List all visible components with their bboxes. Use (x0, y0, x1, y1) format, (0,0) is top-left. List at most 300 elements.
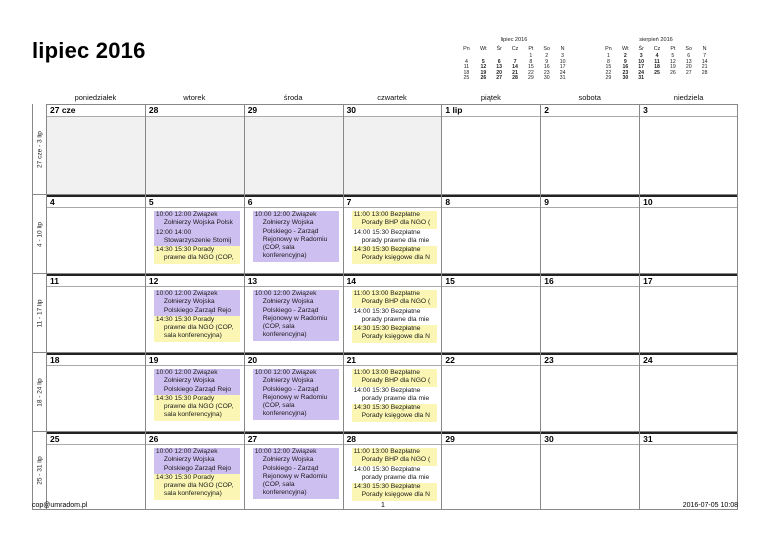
mini-calendar-title: lipiec 2016 (500, 37, 528, 43)
day-number: 21 (344, 353, 442, 366)
calendar-event[interactable] (352, 290, 438, 308)
mini-day[interactable]: 25 (654, 69, 660, 76)
day-body (146, 287, 244, 352)
mini-calendar-grid (600, 46, 712, 82)
event-time-title: 14:00 15:30 Bezpłatne (353, 228, 421, 236)
event-detail: sala konferencyjna) (163, 490, 222, 498)
mini-day[interactable]: 5 (671, 53, 675, 59)
day-number: 7 (344, 195, 442, 208)
weekday-label: sobota (578, 93, 601, 102)
day-body (541, 117, 639, 194)
day-number: 11 (47, 274, 145, 287)
event-detail: (COP, sala (262, 244, 295, 252)
event-detail: Porady BHP dla NGO ( (361, 456, 431, 464)
day-body (245, 287, 343, 352)
mini-day[interactable]: 18 (654, 64, 660, 71)
event-detail: Rejonowy w Radomiu (262, 235, 328, 243)
day-cell[interactable] (540, 274, 639, 353)
event-time-title: 14:30 15:30 Porady (155, 315, 215, 323)
mini-weekday-label: N (560, 46, 565, 52)
day-number: 30 (541, 432, 639, 445)
calendar-event[interactable] (154, 369, 240, 395)
day-cell[interactable] (244, 353, 343, 432)
day-body (47, 117, 145, 194)
day-cell[interactable] (145, 353, 244, 432)
day-cell[interactable] (145, 104, 244, 195)
mini-day[interactable]: 6 (687, 53, 691, 59)
mini-day[interactable]: 10 (638, 58, 645, 65)
event-detail: Rejonowy w Radomiu (262, 314, 328, 322)
mini-day[interactable]: 20 (685, 64, 692, 71)
event-time-title: 11:00 13:00 Bezpłatne (353, 369, 420, 376)
page-title: lipiec 2016 (32, 38, 146, 63)
event-time-title: 14:30 15:30 Bezpłatne (353, 404, 421, 412)
day-cell[interactable] (46, 274, 145, 353)
week-label-cell (32, 274, 46, 353)
calendar-event[interactable] (154, 474, 240, 500)
event-detail: sala konferencyjna) (163, 332, 222, 340)
event-detail: prawne dla NGO (COP, (163, 254, 234, 262)
day-cell[interactable] (540, 353, 639, 432)
mini-day[interactable]: 17 (638, 64, 645, 71)
event-time-title: 14:00 15:30 Bezpłatne (353, 307, 421, 315)
calendar-event[interactable] (154, 290, 240, 316)
mini-weekday-label: Śr (496, 46, 502, 52)
day-cell[interactable] (441, 274, 540, 353)
event-detail: Żołnierzy Wojska (262, 456, 314, 464)
event-detail: (COP, sala (262, 323, 295, 331)
day-body (146, 208, 244, 273)
mini-day[interactable]: 17 (559, 64, 566, 71)
day-body (442, 445, 540, 509)
mini-calendar-july (458, 37, 570, 82)
mini-weekday-label: Pt (670, 46, 676, 52)
event-detail: Porady BHP dla NGO ( (361, 377, 431, 385)
mini-day[interactable]: 21 (512, 69, 518, 76)
event-time-title: 14:30 15:30 Porady (155, 473, 215, 481)
calendar-event[interactable] (352, 211, 438, 229)
mini-calendar-grid (458, 46, 570, 82)
footer-timestamp: 2016-07-05 10:08 (682, 502, 738, 509)
day-body (47, 366, 145, 431)
day-cell[interactable] (540, 195, 639, 274)
mini-weekday-label: Cz (511, 46, 519, 52)
day-body (245, 445, 343, 509)
day-cell[interactable] (145, 432, 244, 510)
event-time-title: 12:00 14:00 (155, 228, 192, 236)
event-time-title: 14:00 15:30 Bezpłatne (353, 465, 421, 473)
day-body (245, 117, 343, 194)
weekday-label: poniedziałek (74, 93, 117, 102)
week-row (32, 274, 738, 353)
mini-day[interactable]: 31 (638, 75, 645, 82)
day-body (640, 287, 737, 352)
day-body (344, 366, 442, 431)
mini-day[interactable]: 3 (639, 53, 643, 59)
event-detail: Żołnierzy Wojska Polsk (163, 219, 233, 227)
day-number: 22 (442, 353, 540, 366)
week-row (32, 195, 738, 274)
event-time-title: 10:00 12:00 Związek (155, 369, 218, 376)
day-cell[interactable] (343, 432, 442, 510)
event-detail: Rejonowy w Radomiu (262, 472, 328, 480)
day-cell[interactable] (343, 353, 442, 432)
day-body (442, 117, 540, 194)
day-number: 18 (47, 353, 145, 366)
calendar-event[interactable] (253, 290, 339, 341)
mini-day[interactable]: 2 (623, 53, 627, 59)
mini-day[interactable]: 13 (496, 64, 503, 71)
event-detail: Żołnierzy Wojska (163, 456, 215, 464)
mini-weekday-label: Pn (463, 46, 470, 52)
weekday-label: wtorek (183, 93, 206, 102)
event-detail: Polskiego - Zarząd (262, 385, 319, 393)
day-cell[interactable] (343, 274, 442, 353)
day-body (344, 117, 442, 194)
day-number: 13 (245, 274, 343, 287)
calendar-event[interactable] (352, 369, 438, 387)
event-detail: Żołnierzy Wojska (163, 377, 215, 385)
event-detail: prawne dla NGO (COP, (163, 482, 234, 490)
calendar-event[interactable] (352, 387, 438, 405)
week-row (32, 353, 738, 432)
mini-day[interactable]: 8 (607, 58, 610, 65)
day-cell[interactable] (639, 195, 738, 274)
mini-weekday-label: Pt (528, 46, 534, 52)
event-detail: prawne dla NGO (COP, (163, 403, 234, 411)
weekday-header (46, 93, 738, 104)
day-number: 15 (442, 274, 540, 287)
mini-day[interactable]: 10 (559, 58, 566, 65)
day-cell[interactable] (343, 195, 442, 274)
week-row (32, 104, 738, 195)
day-number: 8 (442, 195, 540, 208)
calendar-event[interactable] (154, 246, 240, 264)
day-number: 20 (245, 353, 343, 366)
event-detail: Porady BHP dla NGO ( (361, 219, 431, 227)
event-detail: konferencyjna) (262, 331, 307, 339)
mini-calendar-title: sierpień 2016 (639, 37, 673, 43)
day-body (146, 366, 244, 431)
week-range-label: 4 - 10 lip (36, 221, 44, 247)
event-time-title: 10:00 12:00 Związek (254, 369, 317, 376)
day-cell[interactable] (46, 432, 145, 510)
event-time-title: 14:30 15:30 Bezpłatne (353, 246, 421, 254)
mini-day[interactable]: 12 (669, 58, 676, 65)
mini-day[interactable]: 26 (669, 69, 676, 76)
day-number: 14 (344, 274, 442, 287)
day-body (541, 366, 639, 431)
day-number: 29 (245, 104, 343, 117)
mini-day[interactable]: 16 (543, 64, 550, 71)
day-cell[interactable] (441, 353, 540, 432)
mini-day[interactable]: 9 (545, 58, 549, 65)
event-detail: Polskiego - Zarząd (262, 464, 319, 472)
event-time-title: 10:00 12:00 Związek (155, 290, 218, 297)
day-body (640, 208, 737, 273)
day-number: 25 (47, 432, 145, 445)
event-detail: Porady księgowe dla N (361, 412, 430, 420)
day-cell[interactable] (639, 274, 738, 353)
mini-day[interactable]: 26 (480, 75, 487, 82)
day-number: 31 (640, 432, 737, 445)
day-body (245, 208, 343, 273)
day-cell[interactable] (441, 104, 540, 195)
event-detail: (COP, sala (262, 402, 295, 410)
event-time-title: 14:30 15:30 Bezpłatne (353, 483, 421, 491)
day-number: 9 (541, 195, 639, 208)
mini-day[interactable]: 15 (527, 64, 534, 71)
mini-day[interactable]: 4 (655, 53, 659, 59)
day-body (640, 445, 737, 509)
mini-day[interactable]: 11 (654, 58, 660, 65)
event-detail: Żołnierzy Wojska (262, 298, 314, 306)
day-body (344, 445, 442, 509)
event-detail: Polskiego - Zarząd (262, 227, 319, 235)
event-detail: Porady księgowe dla N (361, 333, 430, 341)
mini-day[interactable]: 30 (543, 75, 550, 82)
day-number: 23 (541, 353, 639, 366)
day-body (442, 208, 540, 273)
mini-weekday-label: Wt (480, 46, 487, 52)
mini-day[interactable]: 5 (481, 58, 485, 65)
calendar-event[interactable] (253, 448, 339, 499)
day-cell[interactable] (540, 104, 639, 195)
day-body (541, 208, 639, 273)
calendar-event[interactable] (352, 229, 438, 247)
day-number: 3 (640, 104, 737, 117)
day-cell[interactable] (343, 104, 442, 195)
day-body (442, 287, 540, 352)
mini-weekday-label: Cz (653, 46, 661, 52)
mini-day[interactable]: 30 (622, 75, 629, 82)
mini-day[interactable]: 22 (605, 69, 612, 76)
event-detail: prawne dla NGO (COP, (163, 324, 234, 332)
mini-day[interactable]: 2 (545, 53, 549, 59)
mini-day[interactable]: 11 (463, 64, 470, 71)
day-number: 28 (344, 432, 442, 445)
event-detail: konferencyjna) (262, 252, 307, 260)
day-cell[interactable] (46, 353, 145, 432)
day-body (640, 366, 737, 431)
calendar-event[interactable] (154, 229, 240, 247)
day-number: 28 (146, 104, 244, 117)
event-detail: konferencyjna) (262, 410, 307, 418)
weekday-label: czwartek (377, 93, 407, 102)
event-time-title: 10:00 12:00 Związek (254, 211, 317, 218)
mini-day[interactable]: 18 (463, 69, 470, 76)
mini-day[interactable]: 24 (638, 69, 645, 76)
week-range-label: 18 - 24 lip (36, 377, 44, 407)
day-body (47, 445, 145, 509)
mini-day[interactable]: 24 (559, 69, 566, 76)
calendar-event[interactable] (352, 325, 438, 343)
mini-weekday-label: N (702, 46, 707, 52)
event-detail: Polskiego Zarząd Rejo (163, 385, 232, 393)
day-number: 24 (640, 353, 737, 366)
day-cell[interactable] (639, 353, 738, 432)
week-range-label: 25 - 31 lip (36, 456, 44, 485)
event-time-title: 14:00 15:30 Bezpłatne (353, 386, 421, 394)
event-time-title: 11:00 13:00 Bezpłatne (353, 211, 420, 218)
calendar-event[interactable] (352, 466, 438, 484)
weekday-label: niedziela (673, 93, 704, 102)
week-row (32, 432, 738, 510)
mini-day[interactable]: 1 (529, 53, 533, 59)
day-number: 4 (47, 195, 145, 208)
mini-weekday-label: Śr (638, 46, 644, 52)
day-cell[interactable] (244, 104, 343, 195)
weekday-label: środa (283, 93, 303, 102)
day-cell[interactable] (46, 195, 145, 274)
calendar-event[interactable] (352, 246, 438, 264)
day-number: 17 (640, 274, 737, 287)
day-number: 27 cze (47, 104, 145, 117)
calendar-event[interactable] (154, 448, 240, 474)
week-label-cell (32, 432, 46, 510)
event-time-title: 11:00 13:00 Bezpłatne (353, 290, 420, 297)
mini-day[interactable]: 20 (496, 69, 503, 76)
day-cell[interactable] (540, 432, 639, 510)
mini-day[interactable]: 16 (622, 64, 629, 71)
mini-weekday-label: So (543, 46, 550, 52)
mini-day[interactable]: 8 (529, 58, 533, 65)
day-body (344, 208, 442, 273)
mini-day[interactable]: 25 (463, 75, 470, 82)
calendar-event[interactable] (253, 211, 339, 262)
event-detail: Porady księgowe dla N (361, 254, 430, 262)
mini-day[interactable]: 14 (701, 58, 708, 65)
day-cell[interactable] (244, 274, 343, 353)
day-cell[interactable] (244, 432, 343, 510)
event-detail: Rejonowy w Radomiu (262, 393, 328, 401)
day-cell[interactable] (145, 274, 244, 353)
calendar-event[interactable] (253, 369, 339, 420)
event-detail: sala konferencyjna) (163, 411, 222, 419)
mini-day[interactable]: 13 (685, 58, 692, 65)
event-detail: (COP, sala (262, 481, 295, 489)
mini-day[interactable]: 29 (605, 75, 612, 82)
mini-day[interactable]: 31 (559, 75, 566, 82)
day-cell[interactable] (145, 195, 244, 274)
mini-day[interactable]: 9 (623, 58, 627, 65)
calendar-event[interactable] (352, 483, 438, 501)
day-body (640, 117, 737, 194)
calendar-event[interactable] (352, 308, 438, 326)
mini-day[interactable]: 15 (605, 64, 612, 71)
footer-page-number: 1 (381, 502, 385, 509)
mini-day[interactable]: 27 (496, 75, 503, 82)
mini-day[interactable]: 7 (513, 58, 517, 65)
event-time-title: 14:30 15:30 Bezpłatne (353, 325, 421, 333)
event-detail: konferencyjna) (262, 489, 307, 497)
calendar-event[interactable] (154, 316, 240, 342)
calendar-event[interactable] (154, 395, 240, 421)
week-range-label: 27 cze - 3 lip (36, 130, 44, 168)
event-detail: porady prawne dla mie (361, 315, 430, 323)
mini-day[interactable]: 23 (622, 69, 629, 76)
mini-day[interactable]: 1 (607, 53, 610, 59)
day-cell[interactable] (639, 104, 738, 195)
event-detail: Żołnierzy Wojska (262, 219, 314, 227)
day-number: 30 (344, 104, 442, 117)
day-number: 16 (541, 274, 639, 287)
week-label-cell (32, 104, 46, 195)
mini-day[interactable]: 7 (703, 53, 707, 59)
mini-day[interactable]: 3 (561, 53, 565, 59)
footer-email: cop@umradom.pl (32, 502, 88, 509)
calendar-event[interactable] (352, 448, 438, 466)
week-label-cell (32, 353, 46, 432)
day-body (146, 445, 244, 509)
mini-day[interactable]: 21 (701, 64, 708, 71)
event-detail: Porady BHP dla NGO ( (361, 298, 431, 306)
event-detail: Polskiego Zarząd Rejo (163, 306, 232, 314)
day-body (47, 208, 145, 273)
event-time-title: 14:30 15:30 Porady (155, 394, 215, 402)
event-detail: porady prawne dla mie (361, 473, 430, 481)
event-time-title: 10:00 12:00 Związek (254, 290, 317, 297)
day-number: 1 lip (442, 104, 540, 117)
mini-day[interactable]: 19 (669, 64, 676, 71)
mini-day[interactable]: 19 (480, 69, 487, 76)
day-number: 10 (640, 195, 737, 208)
day-cell[interactable] (244, 195, 343, 274)
event-time-title: 14:30 15:30 Porady (155, 246, 215, 254)
mini-day[interactable]: 29 (527, 75, 534, 82)
event-detail: Polskiego - Zarząd (262, 306, 319, 314)
day-body (344, 287, 442, 352)
day-body (47, 287, 145, 352)
event-time-title: 10:00 12:00 Związek (155, 211, 218, 218)
mini-day[interactable]: 12 (480, 64, 487, 71)
week-label-cell (32, 195, 46, 274)
day-number: 27 (245, 432, 343, 445)
mini-day[interactable]: 14 (512, 64, 518, 71)
mini-day[interactable]: 27 (685, 69, 692, 76)
event-detail: Żołnierzy Wojska (262, 377, 314, 385)
day-number: 5 (146, 195, 244, 208)
mini-day[interactable]: 28 (512, 75, 518, 82)
mini-weekday-label: Pn (605, 46, 612, 52)
month-grid (32, 93, 738, 499)
day-number: 6 (245, 195, 343, 208)
mini-day[interactable]: 23 (543, 69, 550, 76)
event-detail: Żołnierzy Wojska (163, 298, 215, 306)
mini-weekday-label: So (685, 46, 692, 52)
day-cell[interactable] (441, 432, 540, 510)
event-detail: Polskiego Zarząd Rejo (163, 464, 232, 472)
mini-day[interactable]: 28 (701, 69, 708, 76)
day-cell[interactable] (639, 432, 738, 510)
day-body (541, 287, 639, 352)
event-detail: porady prawne dla mie (361, 236, 430, 244)
day-number: 26 (146, 432, 244, 445)
day-body (541, 445, 639, 509)
mini-day[interactable]: 4 (465, 58, 468, 65)
weekday-label: piątek (480, 93, 501, 102)
day-cell[interactable] (46, 104, 145, 195)
mini-day[interactable]: 22 (527, 69, 534, 76)
event-time-title: 10:00 12:00 Związek (155, 448, 218, 455)
day-number: 12 (146, 274, 244, 287)
day-cell[interactable] (441, 195, 540, 274)
mini-weekday-label: Wt (622, 46, 629, 52)
calendar-event[interactable] (154, 211, 240, 229)
calendar-event[interactable] (352, 404, 438, 422)
mini-day[interactable]: 6 (497, 58, 501, 65)
day-number: 19 (146, 353, 244, 366)
